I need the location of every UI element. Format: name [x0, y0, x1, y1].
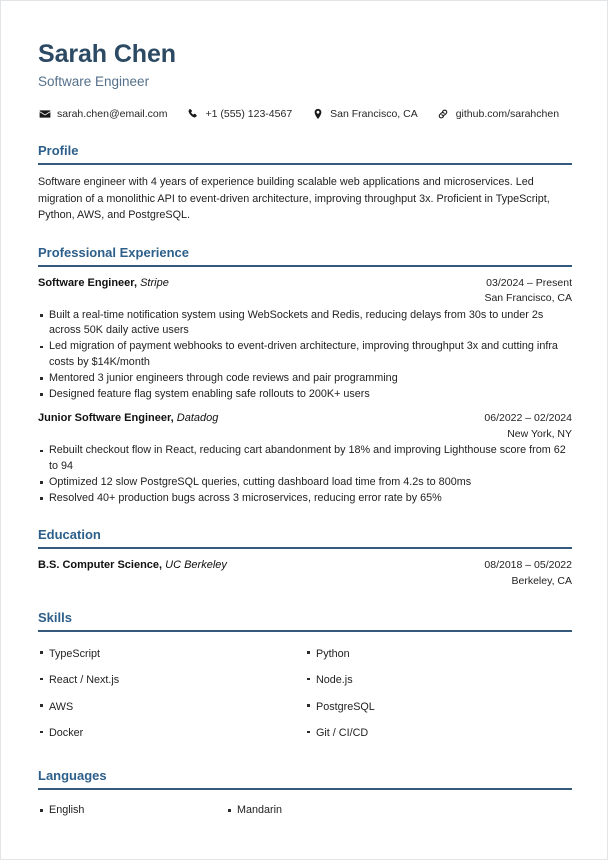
- section-profile: [38, 143, 572, 224]
- skill-item: Node.js: [305, 668, 572, 695]
- experience-bullets: [38, 308, 572, 403]
- section-title-languages: Languages: [38, 768, 107, 783]
- contact-location: [311, 107, 418, 121]
- language-item: English: [38, 799, 226, 822]
- section-title-profile: Profile: [38, 143, 79, 158]
- candidate-title: Software Engineer: [38, 74, 150, 89]
- experience-entry: [38, 276, 572, 403]
- experience-bullet: Optimized 12 slow PostgreSQL queries, cutting dashboard load time from 4.2s to 800ms: [38, 475, 572, 491]
- experience-bullets: [38, 443, 572, 506]
- skill-item: Python: [305, 641, 572, 668]
- phone-icon: [186, 108, 199, 121]
- section-rule-languages: [38, 788, 572, 790]
- education-location: Berkeley, CA: [511, 574, 572, 587]
- education-degree: B.S. Computer Science,: [38, 559, 163, 571]
- contact-email[interactable]: [38, 107, 167, 121]
- education-dates: 08/2018 – 05/2022: [484, 559, 572, 571]
- skill-item: React / Next.js: [38, 668, 305, 695]
- experience-entry-head: [38, 411, 572, 442]
- section-rule-experience: [38, 265, 572, 267]
- skill-item: AWS: [38, 694, 305, 721]
- contact-website[interactable]: [437, 107, 559, 121]
- section-title-skills: Skills: [38, 610, 72, 625]
- experience-bullet: Built a real-time notification system using WebSockets and Redis, reducing delays from 30s to under 2s across 50K daily active users: [38, 308, 572, 339]
- envelope-icon: [38, 108, 51, 121]
- section-languages: [38, 768, 572, 822]
- experience-role-line: [38, 276, 472, 292]
- contact-row: [38, 107, 572, 121]
- education-school: UC Berkeley: [165, 559, 227, 571]
- section-rule-skills: [38, 630, 572, 632]
- experience-dates: 06/2022 – 02/2024: [484, 412, 572, 424]
- skill-item: Git / CI/CD: [305, 721, 572, 748]
- experience-bullet: Led migration of payment webhooks to event-driven architecture, improving throughput 3x and cutting infra costs by $14K/month: [38, 339, 572, 370]
- profile-text: Software engineer with 4 years of experience building scalable web applications and microservices. Led migration of a monolithic API to event-driven architecture, improving throughput 3x. Proficient in TypeScript, Python, AWS, and PostgreSQL.: [38, 176, 550, 221]
- experience-role-line: [38, 411, 472, 427]
- skills-grid: [38, 641, 572, 747]
- experience-meta: [484, 276, 572, 307]
- section-title-experience: Professional Experience: [38, 244, 190, 260]
- experience-role: Junior Software Engineer,: [38, 412, 174, 424]
- contact-phone[interactable]: [186, 107, 292, 121]
- candidate-name: Sarah Chen: [38, 40, 176, 68]
- experience-location: San Francisco, CA: [484, 292, 572, 304]
- experience-dates: 03/2024 – Present: [486, 276, 572, 289]
- experience-entry-head: [38, 276, 572, 307]
- section-education: [38, 527, 572, 589]
- education-entry: [38, 558, 572, 589]
- experience-bullet: Rebuilt checkout flow in React, reducing cart abandonment by 18% and improving Lighthouse score from 62 to 94: [38, 443, 572, 474]
- skill-item: PostgreSQL: [305, 694, 572, 721]
- skill-item: TypeScript: [38, 641, 305, 668]
- section-rule-education: [38, 547, 572, 549]
- resume-sheet: [38, 39, 572, 822]
- contact-phone-label: +1 (555) 123-4567: [205, 108, 293, 120]
- language-item: Mandarin: [226, 799, 572, 822]
- education-entry-left: [38, 558, 484, 574]
- education-entry-head: [38, 558, 572, 589]
- experience-entry-left: [38, 276, 484, 292]
- education-degree-line: [38, 558, 472, 574]
- section-experience: [38, 245, 572, 507]
- resume-header: [38, 39, 572, 121]
- experience-bullet: Resolved 40+ production bugs across 3 microservices, reducing error rate by 65%: [38, 491, 572, 507]
- experience-entry-left: [38, 411, 484, 427]
- experience-bullet: Mentored 3 junior engineers through code reviews and pair programming: [38, 371, 572, 387]
- education-meta: [484, 558, 572, 589]
- experience-org: Stripe: [140, 276, 169, 289]
- map-pin-icon: [311, 108, 324, 121]
- section-title-education: Education: [38, 527, 101, 542]
- experience-role: Software Engineer,: [38, 276, 138, 289]
- experience-entry: [38, 411, 572, 506]
- section-skills: [38, 610, 572, 747]
- experience-org: Datadog: [176, 412, 219, 424]
- languages-grid: [38, 799, 572, 822]
- section-rule-profile: [38, 163, 572, 165]
- link-icon: [437, 108, 450, 121]
- contact-website-label: github.com/sarahchen: [455, 108, 560, 120]
- experience-location: New York, NY: [507, 427, 572, 440]
- experience-bullet: Designed feature flag system enabling safe rollouts to 200K+ users: [38, 387, 572, 403]
- experience-meta: [484, 411, 572, 442]
- contact-location-label: San Francisco, CA: [330, 108, 418, 120]
- skill-item: Docker: [38, 721, 305, 748]
- contact-email-label: sarah.chen@email.com: [57, 108, 168, 120]
